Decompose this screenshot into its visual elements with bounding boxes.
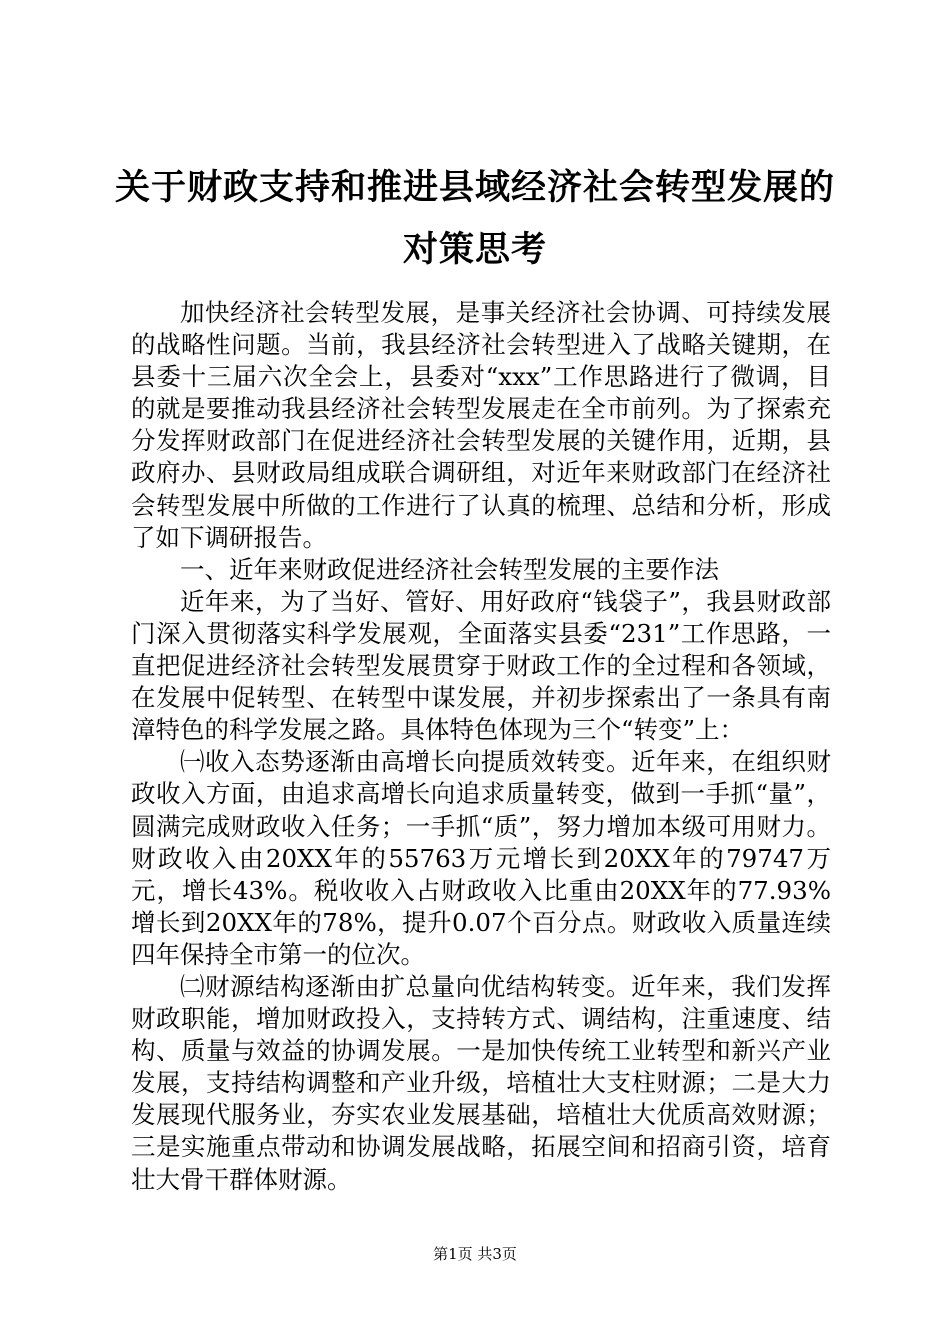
page-footer: 第1页 共3页 — [433, 1245, 517, 1263]
paragraph-item-1: ㈠收入态势逐渐由高增长向提质效转变。近年来，在组织财政收入方面，由追求高增长向追求质量转变，做到一手抓“量”，圆满完成财政收入任务；一手抓“质”，努力增加本级可用财力。财政收入由20XX年的55763万元增长到20XX年的79747万元，增长43%。税收收入占财政收入比重由20XX年的77.93%增长到20XX年的78%，提升0.07个百分点。财政收入质量连续四年保持全市第一的位次。 — [131, 747, 831, 969]
document-title-line-1: 关于财政支持和推进县域经济社会转型发展的 — [114, 168, 835, 208]
document-title-line-2: 对策思考 — [402, 230, 547, 270]
paragraph-item-2: ㈡财源结构逐渐由扩总量向优结构转变。近年来，我们发挥财政职能，增加财政投入，支持转方式、调结构，注重速度、结构、质量与效益的协调发展。一是加快传统工业转型和新兴产业发展，支持结构调整和产业升级，培植壮大支柱财源；二是大力发展现代服务业，夯实农业发展基础，培植壮大优质高效财源；三是实施重点带动和协调发展战略，拓展空间和招商引资，培育壮大骨干群体财源。 — [131, 971, 831, 1194]
paragraph-intro: 加快经济社会转型发展，是事关经济社会协调、可持续发展的战略性问题。当前，我县经济社会转型进入了战略关键期，在县委十三届六次全会上，县委对“xxx”工作思路进行了微调，目的就是要推动我县经济社会转型发展走在全市前列。为了探索充分发挥财政部门在促进经济社会转型发展的关键作用，近期，县政府办、县财政局组成联合调研组，对近年来财政部门在经济社会转型发展中所做的工作进行了认真的梳理、总结和分析，形成了如下调研报告。 — [131, 298, 831, 552]
paragraph-overview: 近年来，为了当好、管好、用好政府“钱袋子”，我县财政部门深入贯彻落实科学发展观，全面落实县委“231”工作思路，一直把促进经济社会转型发展贯穿于财政工作的全过程和各领域，在发展中促转型、在转型中谋发展，并初步探索出了一条具有南漳特色的科学发展之路。具体特色体现为三个“转变”上： — [131, 586, 831, 745]
document-body — [131, 297, 831, 1196]
section-heading-1: 一、近年来财政促进经济社会转型发展的主要作法 — [180, 554, 719, 584]
